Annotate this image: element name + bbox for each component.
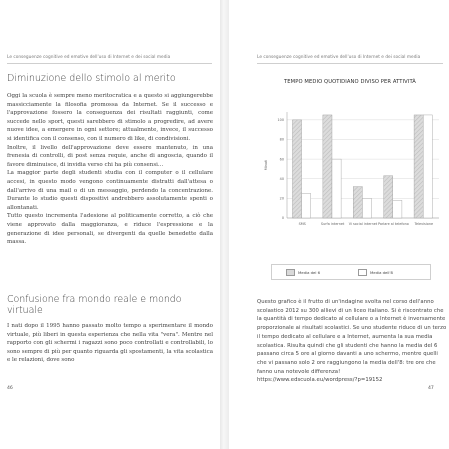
- bar: [384, 176, 393, 218]
- x-tick-label: SMS: [298, 222, 306, 226]
- bar: [323, 115, 332, 218]
- legend-item: [286, 269, 320, 276]
- source-link[interactable]: https://www.edscuola.eu/wordpress/?p=19152: [257, 377, 383, 384]
- chart-title: TEMPO MEDIO QUOTIDIANO DIVISO PER ATTIVITÀ: [284, 79, 416, 85]
- paragraph: I nati dopo il 1995 hanno passato molto tempo a sperimentare il mondo virtuale, più liberi in questa esperienza che nella vita "vera". Mentre nel rapporto con gli schermi i ragazzi sono poco controllati e controllabili, lo sono sempre di più per quanto riguarda gli spostamenti, la vita scolastica e le relazioni, dove sono: [7, 323, 213, 364]
- y-tick-label: 80: [279, 137, 284, 142]
- y-tick-label: 60: [279, 157, 284, 162]
- right-page: [229, 0, 449, 449]
- legend-label: Media del 6: [298, 270, 321, 275]
- section-title: Confusione fra mondo reale e mondo virtuale: [7, 294, 182, 316]
- running-head: Le conseguenze cognitive ed emotive dell'uso di Internet e dei social media: [7, 55, 171, 60]
- header-rule: [257, 63, 443, 64]
- header-rule: [7, 63, 212, 64]
- page-number: 46: [7, 386, 13, 391]
- legend-label: Media dell'8: [370, 270, 393, 275]
- bar: [423, 115, 432, 218]
- page-number: 47: [428, 386, 434, 391]
- paragraph: Inoltre, il livello dell'approvazione deve essere mantenuto, in una frenesia di controlli, di post senza requie, anche di angoscia, quando il favore diminuisce, di invidia verso chi ha più consensi…: [7, 144, 213, 168]
- running-head: Le conseguenze cognitive ed emotive dell'uso di Internet e dei social media: [257, 55, 421, 60]
- paragraph: Oggi la scuola è sempre meno meritocratica e a questo si aggiungerebbe massicciamente la filosofia promossa da Internet. Se il successo e l'approvazione fossero la conseguenza dei risultati raggiunti, come succede nello sport, questi sarebbero di stimolo a progredire, ad avere nuove idee, a emergere in ogni settore; attualmente, invece, il successo si identifica con il consenso, con il numero di like, di condivisioni.: [7, 93, 213, 142]
- x-tick-label: Televisione: [414, 222, 434, 226]
- x-tick-label: Vi social internet: [348, 222, 378, 226]
- y-tick-label: 100: [277, 118, 284, 123]
- paragraph: Tutto questo incrementa l'adesione al politicamente corretto, a ciò che viene approvato dalla maggioranza, e riduce l'espressione e la generazione di idee personali, se divergenti da quelle benedette dalla massa.: [7, 213, 213, 246]
- x-tick-label: Parlare al telefono: [377, 222, 409, 226]
- bar: [302, 193, 311, 218]
- left-page: [0, 0, 220, 449]
- chart-description: [257, 298, 447, 385]
- legend-swatch: [286, 269, 295, 276]
- bar: [332, 159, 341, 218]
- bar-chart: [257, 92, 443, 262]
- bar: [414, 115, 423, 218]
- bar: [292, 120, 301, 218]
- y-tick-label: 20: [279, 196, 284, 201]
- bar: [393, 200, 402, 218]
- y-axis-label: Minuti: [264, 159, 268, 171]
- paragraph: La maggior parte degli studenti studia con il computer o il cellulare accesi, in questo modo vengono continuamente distratti dall'attesa o dall'arrivo di una mail o di un messaggio, perdendo la concentrazione. Durante lo studio questi dispositivi andrebbero assolutamente spenti o allontanati.: [7, 170, 213, 211]
- x-tick-label: Surfa internet: [320, 222, 345, 226]
- chart-legend: [271, 264, 431, 280]
- section-body: [7, 92, 213, 247]
- y-tick-label: 0: [281, 216, 284, 221]
- legend-item: [358, 269, 393, 276]
- book-gutter: [220, 0, 229, 449]
- section-body: [7, 322, 213, 365]
- legend-swatch: [358, 269, 367, 276]
- y-tick-label: 40: [279, 176, 284, 181]
- paragraph: Questo grafico è il frutto di un'indagine svolta nel corso dell'anno scolastico 2012 su 300 allievi di un liceo italiano. Si è riscontrato che la quantità di tempo dedicato al cellulare o a Internet è inversamente proporzionale ai risultati scolastici. Se uno studente riduce di un terzo il tempo dedicato al cellulare e a Internet, aumenta la sua media scolastica. Risulta quindi che gli studenti che hanno la media del 6 passano circa 5 ore al giorno davanti a uno schermo, mentre quelli che vi passano solo 2 ore raggiungono la media dell'8: tre ore che fanno una notevole differenza!: [257, 299, 447, 375]
- section-title: Diminuzione dello stimolo al merito: [7, 73, 176, 84]
- bar: [362, 198, 371, 218]
- bar: [353, 187, 362, 218]
